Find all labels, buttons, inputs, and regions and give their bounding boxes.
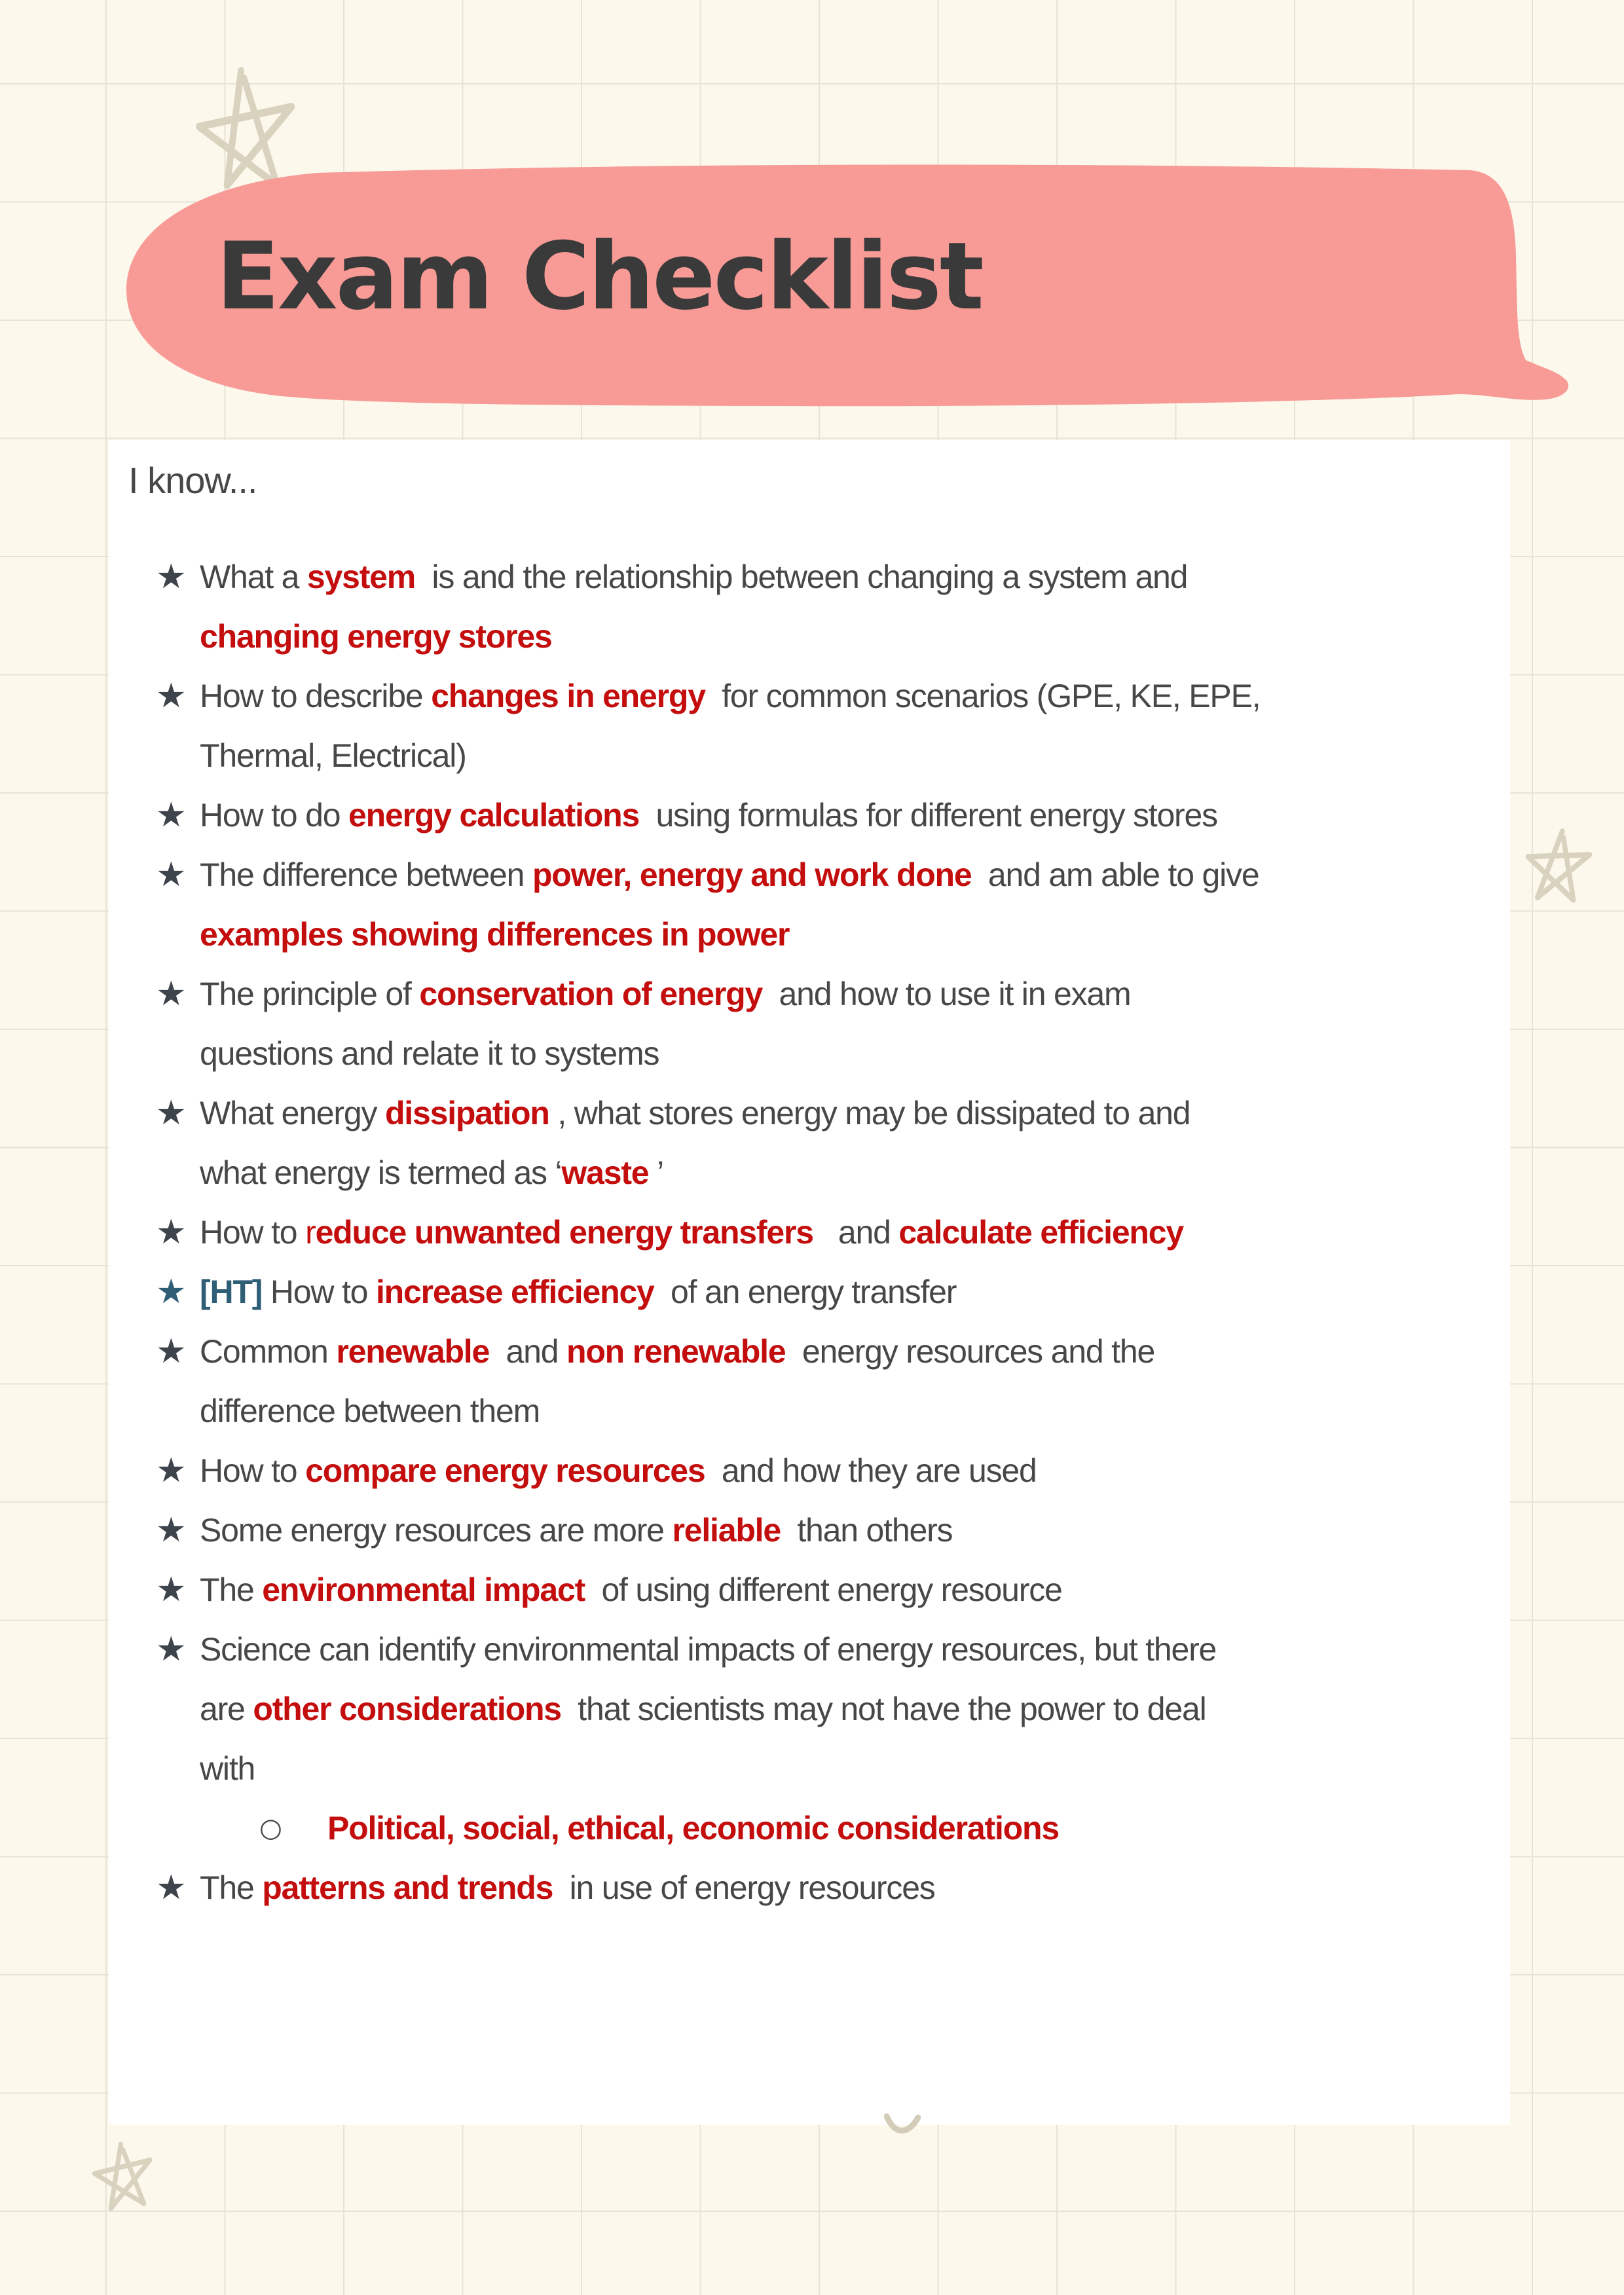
line-text — [200, 1441, 1490, 1501]
text-segment: Some energy resources are more — [200, 1512, 673, 1549]
text-segment: environmental impact — [262, 1571, 585, 1608]
text-segment: and am able to give — [971, 856, 1259, 893]
line-text — [200, 607, 1490, 667]
checklist-item — [128, 1441, 1490, 1501]
text-line — [128, 1322, 1490, 1382]
intro-text: I know... — [128, 460, 257, 501]
text-segment: ’ — [648, 1154, 663, 1191]
text-segment: and — [489, 1333, 566, 1370]
checklist-item — [128, 1084, 1490, 1203]
text-segment: is and the relationship between changing a system and — [415, 559, 1188, 595]
star-doodle-icon — [86, 2135, 162, 2214]
text-line — [128, 1203, 1490, 1262]
line-text — [200, 1739, 1490, 1799]
text-segment: for common scenarios (GPE, KE, EPE, — [705, 678, 1261, 714]
text-segment: dissipation — [384, 1095, 549, 1131]
text-segment: changing energy stores — [200, 618, 552, 655]
text-segment: The — [200, 1571, 263, 1608]
text-segment: The — [200, 1869, 263, 1906]
text-segment: what energy is termed as ‘ — [200, 1154, 562, 1191]
checklist-item — [128, 845, 1490, 964]
star-bullet-icon: ★ — [156, 676, 187, 716]
line-text — [200, 726, 1490, 786]
checklist-item — [128, 547, 1490, 667]
text-segment: difference between them — [200, 1393, 540, 1429]
text-segment: patterns and trends — [262, 1869, 553, 1906]
star-bullet-icon: ★ — [156, 557, 187, 597]
text-line — [128, 1262, 1490, 1322]
text-segment: of using different energy resource — [585, 1571, 1062, 1608]
star-bullet-icon: ★ — [156, 1213, 187, 1252]
text-line — [128, 1560, 1490, 1620]
text-segment: power, energy and work done — [532, 856, 972, 893]
checklist-item — [128, 667, 1490, 786]
text-segment: energy calculations — [348, 797, 640, 834]
line-text — [200, 1024, 1490, 1084]
checklist-item — [128, 1858, 1490, 1918]
circle-bullet-icon: ○ — [259, 1813, 282, 1843]
checklist-item — [128, 1203, 1490, 1262]
checklist-item — [128, 786, 1490, 845]
text-line — [128, 786, 1490, 845]
text-segment: educe unwanted energy transfers — [315, 1214, 813, 1251]
line-text — [200, 1262, 1490, 1322]
text-line — [128, 726, 1490, 786]
text-line — [128, 905, 1490, 964]
text-line — [128, 964, 1490, 1024]
text-segment: in use of energy resources — [553, 1869, 935, 1906]
text-line — [128, 1084, 1490, 1143]
text-segment: How to do — [200, 797, 349, 834]
text-segment: non renewable — [566, 1333, 786, 1370]
text-segment: system — [306, 559, 416, 595]
star-bullet-icon: ★ — [156, 1630, 187, 1669]
star-doodle-icon — [1520, 824, 1597, 906]
text-segment: with — [200, 1750, 255, 1787]
text-line — [128, 1680, 1490, 1739]
text-segment: How to — [200, 1452, 306, 1489]
text-segment: How to — [200, 1214, 306, 1251]
line-text — [200, 845, 1490, 905]
text-segment: compare energy resources — [305, 1452, 705, 1489]
line-text — [200, 1620, 1490, 1680]
line-text — [200, 1322, 1490, 1382]
text-segment: using formulas for different energy stores — [639, 797, 1217, 834]
text-segment: What energy — [200, 1095, 385, 1131]
checklist-item — [128, 1799, 1490, 1858]
checklist-content — [128, 450, 1490, 1918]
text-line — [128, 1143, 1490, 1203]
text-line — [128, 667, 1490, 726]
star-bullet-icon: ★ — [156, 855, 187, 894]
text-segment: are — [200, 1691, 253, 1727]
text-segment: energy resources and the — [785, 1333, 1155, 1370]
text-segment: [HT] — [200, 1274, 263, 1310]
text-segment: questions and relate it to systems — [200, 1035, 659, 1072]
star-bullet-icon: ★ — [156, 1868, 187, 1907]
star-bullet-icon: ★ — [156, 1451, 187, 1490]
text-segment: Common — [200, 1333, 337, 1370]
star-bullet-icon: ★ — [156, 1272, 187, 1312]
text-line — [128, 607, 1490, 667]
text-segment: Thermal, Electrical) — [200, 737, 466, 774]
text-segment: How to — [262, 1274, 376, 1310]
text-segment: other considerations — [253, 1691, 561, 1727]
text-segment: The difference between — [200, 856, 532, 893]
text-segment: The principle of — [200, 976, 420, 1012]
line-text — [200, 905, 1490, 964]
line-text — [200, 1858, 1490, 1918]
star-bullet-icon: ★ — [156, 1332, 187, 1371]
text-segment: r — [305, 1214, 316, 1251]
line-text — [327, 1799, 1490, 1858]
text-segment: and how to use it in exam — [762, 976, 1131, 1012]
line-text — [200, 1203, 1490, 1262]
text-segment: Political, social, ethical, economic considerations — [327, 1810, 1059, 1846]
text-segment: , what stores energy may be dissipated to and — [549, 1095, 1190, 1131]
text-segment: changes in energy — [431, 678, 705, 714]
star-bullet-icon: ★ — [156, 1093, 187, 1133]
text-segment: than others — [780, 1512, 953, 1549]
line-text — [200, 1084, 1490, 1143]
line-text — [200, 1143, 1490, 1203]
text-segment: of an energy transfer — [654, 1274, 957, 1310]
line-text — [200, 1560, 1490, 1620]
text-line — [128, 547, 1490, 607]
line-text — [200, 1501, 1490, 1560]
text-segment: How to describe — [200, 678, 432, 714]
text-line — [128, 1441, 1490, 1501]
checklist-item — [128, 1620, 1490, 1799]
text-segment: increase efficiency — [375, 1274, 654, 1310]
text-line — [128, 1382, 1490, 1441]
text-line — [128, 1620, 1490, 1680]
checklist-item — [128, 1322, 1490, 1441]
text-segment: waste — [561, 1154, 649, 1191]
text-line — [128, 1501, 1490, 1560]
text-segment: reliable — [672, 1512, 781, 1549]
text-segment: and — [813, 1214, 899, 1251]
text-segment: examples showing differences in power — [200, 916, 790, 953]
text-segment: conservation of energy — [419, 976, 763, 1012]
text-segment: What a — [200, 559, 307, 595]
line-text — [200, 786, 1490, 845]
star-bullet-icon: ★ — [156, 974, 187, 1014]
page-title: Exam Checklist — [216, 223, 982, 331]
text-line — [128, 1799, 1490, 1858]
star-bullet-icon: ★ — [156, 1570, 187, 1609]
checklist-item — [128, 1501, 1490, 1560]
arc-doodle-icon — [884, 2112, 921, 2141]
text-segment: that scientists may not have the power to deal — [561, 1691, 1206, 1727]
text-line — [128, 1739, 1490, 1799]
checklist-item — [128, 1560, 1490, 1620]
line-text — [200, 547, 1490, 607]
line-text — [200, 1680, 1490, 1739]
text-segment: calculate efficiency — [898, 1214, 1183, 1251]
text-line — [128, 1024, 1490, 1084]
text-segment: Science can identify environmental impacts of energy resources, but there — [200, 1631, 1217, 1668]
text-segment: and how they are used — [705, 1452, 1037, 1489]
line-text — [200, 1382, 1490, 1441]
checklist — [128, 547, 1490, 1918]
line-text — [200, 667, 1490, 726]
text-line — [128, 845, 1490, 905]
star-bullet-icon: ★ — [156, 796, 187, 835]
text-segment: renewable — [336, 1333, 490, 1370]
line-text — [200, 964, 1490, 1024]
checklist-item — [128, 1262, 1490, 1322]
text-line — [128, 1858, 1490, 1918]
checklist-item — [128, 964, 1490, 1084]
star-bullet-icon: ★ — [156, 1511, 187, 1550]
